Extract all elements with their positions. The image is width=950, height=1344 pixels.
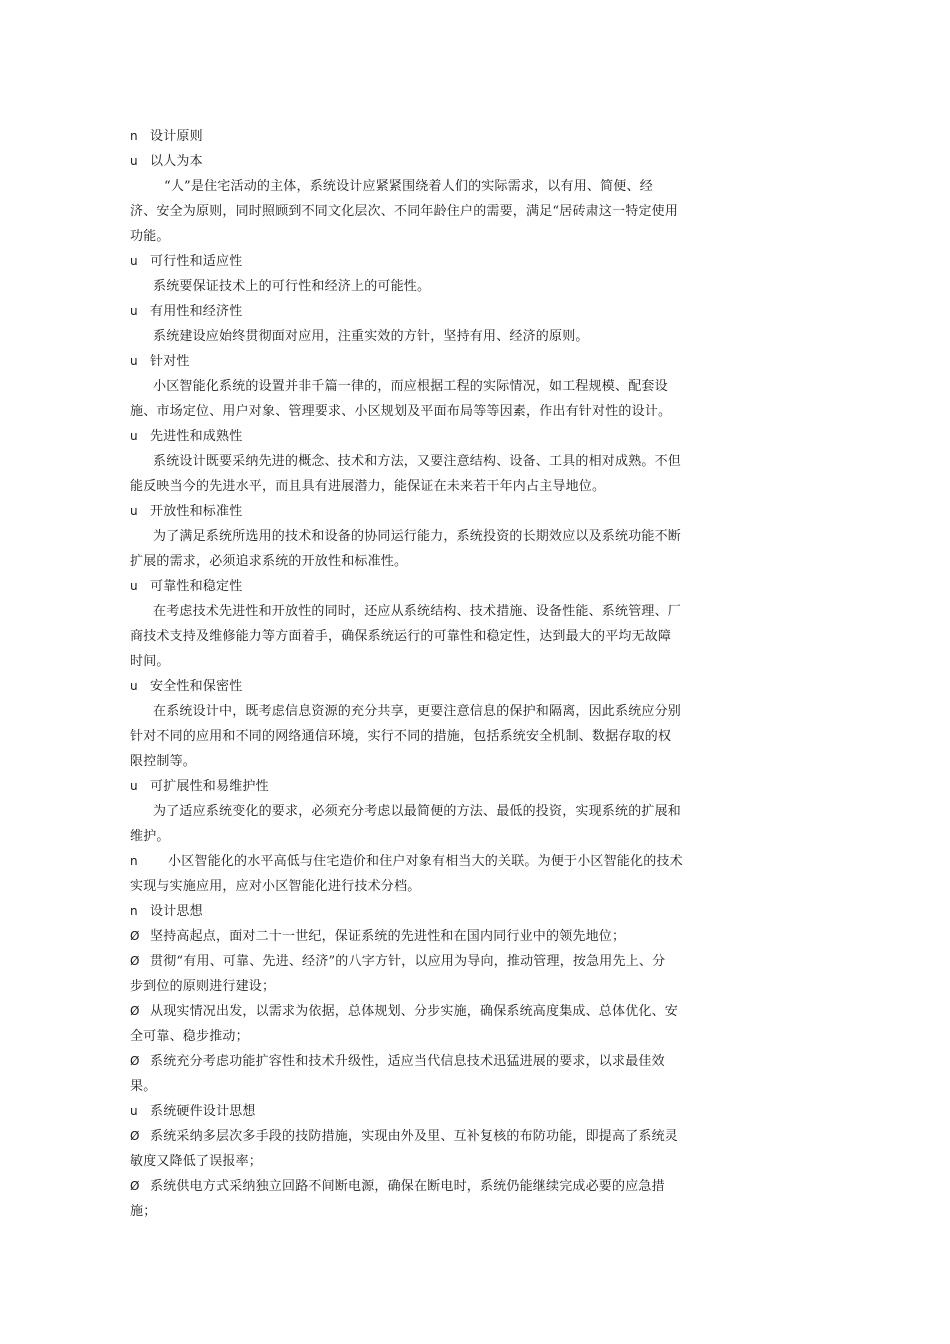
paragraph-line: 扩展的需求，必须追求系统的开放性和标准性。 (130, 554, 408, 569)
bullet-o: Ø (130, 1054, 140, 1068)
principle-title (130, 674, 730, 699)
bullet-o: Ø (130, 1004, 140, 1018)
bullet-u: u (130, 1104, 138, 1118)
paragraph-line: 济、安全为原则，同时照顾到不同文化层次、不同年龄住户的需要，满足“居砖肃这一特定使用 (130, 204, 679, 219)
idea-item (130, 924, 730, 949)
paragraph-line: 在系统设计中，既考虑信息资源的充分共享，更要注意信息的保护和隔离，因此系统应分别 (153, 704, 682, 719)
document-page (130, 124, 730, 1224)
heading-text: 设计原则 (150, 129, 203, 144)
paragraph-line: 能反映当今的先进水平，而且具有进展潜力，能保证在未来若干年内占主导地位。 (130, 479, 606, 494)
bullet-u: u (130, 254, 138, 268)
principle-title (130, 149, 730, 174)
paragraph-line: 为了适应系统变化的要求，必须充分考虑以最简便的方法、最低的投资，实现系统的扩展和 (153, 804, 682, 819)
item-text: 系统充分考虑功能扩容性和技术升级性，适应当代信息技术迅猛进展的要求，以求最佳效 (150, 1054, 665, 1069)
title-text: 可扩展性和易维护性 (150, 779, 269, 794)
bullet-u: u (130, 429, 138, 443)
title-text: 安全性和保密性 (150, 679, 243, 694)
principle-title (130, 299, 730, 324)
principle-title (130, 774, 730, 799)
title-text: 有用性和经济性 (150, 304, 243, 319)
paragraph-line: 功能。 (130, 229, 170, 244)
paragraph-line: 针对不同的应用和不同的网络通信环境，实行不同的措施，包括系统安全机制、数据存取的权 (130, 729, 672, 744)
bullet-n: n (130, 129, 138, 143)
paragraph-line: 施、市场定位、用户对象、管理要求、小区规划及平面布局等等因素，作出有针对性的设计。 (130, 404, 672, 419)
item-text: 从现实情况出发，以需求为依据，总体规划、分步实施，确保系统高度集成、总体优化、安 (150, 1004, 679, 1019)
bullet-o: Ø (130, 1179, 140, 1193)
paragraph-line: 敏度又降低了误报率； (130, 1154, 263, 1169)
bullet-u: u (130, 504, 138, 518)
principles-heading (130, 124, 730, 149)
bullet-o: Ø (130, 954, 140, 968)
paragraph-line: 系统要保证技术上的可行性和经济上的可能性。 (153, 279, 431, 294)
paragraph-text: 小区智能化的水平高低与住宅造价和住户对象有相当大的关联。为便于小区智能化的技术 (168, 854, 683, 869)
paragraph-line: 商技术支持及维修能力等方面着手，确保系统运行的可靠性和稳定性，达到最大的平均无故障 (130, 629, 672, 644)
hardware-item (130, 1124, 730, 1149)
paragraph-line: 小区智能化系统的设置并非千篇一律的，而应根据工程的实际情况，如工程规模、配套设 (153, 379, 668, 394)
grade-paragraph (130, 849, 730, 874)
title-text: 开放性和标准性 (150, 504, 243, 519)
bullet-u: u (130, 779, 138, 793)
bullet-u: u (130, 154, 138, 168)
paragraph-line: 步到位的原则进行建设； (130, 979, 276, 994)
principle-title (130, 249, 730, 274)
idea-item (130, 1049, 730, 1074)
principle-title (130, 349, 730, 374)
principle-title (130, 424, 730, 449)
paragraph-line: 系统设计既要采纳先进的概念、技术和方法，又要注意结构、设备、工具的相对成熟。不但 (153, 454, 682, 469)
item-text: 系统供电方式采纳独立回路不间断电源，确保在断电时，系统仍能继续完成必要的应急措 (150, 1179, 665, 1194)
item-text: 贯彻“有用、可靠、先进、经济”的八字方针，以应用为导向，推动管理，按急用先上、分 (150, 954, 666, 969)
principle-title (130, 574, 730, 599)
bullet-o: Ø (130, 1129, 140, 1143)
title-text: 针对性 (150, 354, 190, 369)
paragraph-line: 时间。 (130, 654, 170, 669)
bullet-n: n (130, 904, 138, 918)
paragraph-line: 系统建设应始终贯彻面对应用，注重实效的方针，坚持有用、经济的原则。 (153, 329, 589, 344)
bullet-u: u (130, 304, 138, 318)
paragraph-line: 施； (130, 1204, 157, 1219)
bullet-u: u (130, 354, 138, 368)
paragraph-line: “人”是住宅活动的主体，系统设计应紧紧围绕着人们的实际需求，以有用、简便、经 (164, 179, 653, 194)
hardware-heading (130, 1099, 730, 1124)
item-text: 坚持高起点，面对二十一世纪，保证系统的先进性和在国内同行业中的领先地位； (150, 929, 626, 944)
bullet-o: Ø (130, 929, 140, 943)
item-text: 系统采纳多层次多手段的技防措施，实现由外及里、互补复核的布防功能，即提高了系统灵 (150, 1129, 679, 1144)
paragraph-line: 限控制等。 (130, 754, 197, 769)
bullet-u: u (130, 579, 138, 593)
paragraph-line: 果。 (130, 1079, 157, 1094)
bullet-n: n (130, 854, 138, 868)
principle-title (130, 499, 730, 524)
title-text: 先进性和成熟性 (150, 429, 243, 444)
ideas-heading (130, 899, 730, 924)
bullet-u: u (130, 679, 138, 693)
paragraph-line: 实现与实施应用，应对小区智能化进行技术分档。 (130, 879, 421, 894)
paragraph-line: 为了满足系统所选用的技术和设备的协同运行能力，系统投资的长期效应以及系统功能不断 (153, 529, 682, 544)
paragraph-line: 全可靠、稳步推动； (130, 1029, 249, 1044)
heading-text: 设计思想 (150, 904, 203, 919)
idea-item (130, 999, 730, 1024)
heading-text: 系统硬件设计思想 (150, 1104, 256, 1119)
hardware-item (130, 1174, 730, 1199)
paragraph-line: 在考虑技术先进性和开放性的同时，还应从系统结构、技术措施、设备性能、系统管理、厂 (153, 604, 682, 619)
paragraph-line: 维护。 (130, 829, 170, 844)
title-text: 以人为本 (150, 154, 203, 169)
title-text: 可行性和适应性 (150, 254, 243, 269)
idea-item (130, 949, 730, 974)
title-text: 可靠性和稳定性 (150, 579, 243, 594)
